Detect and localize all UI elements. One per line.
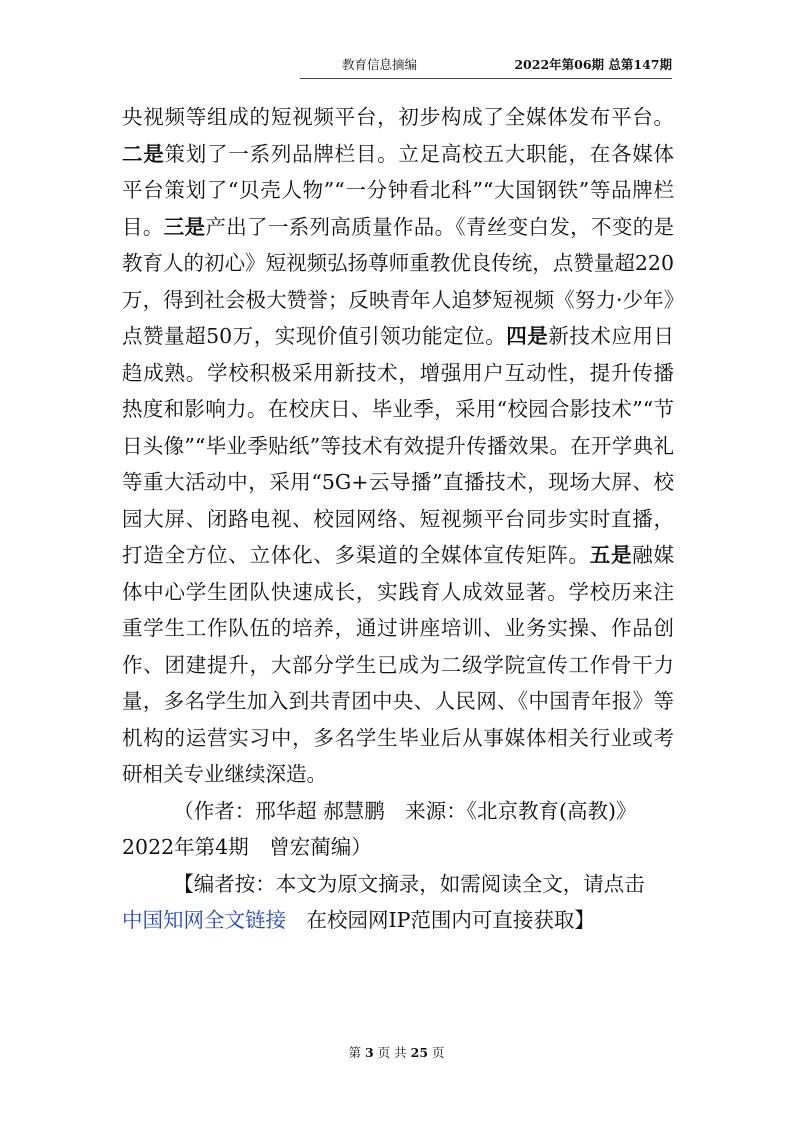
editor-note [122, 866, 674, 939]
editor-note-text: 在校园网IP范围内可直接获取】 [286, 908, 595, 932]
footer-text: 第 [348, 1045, 361, 1060]
text-segment: 策划了一系列品牌栏目。立足高校五大职能，在各媒体平台策划了“贝壳人物”“一分钟看北科”“大国钢铁”等品牌栏目。 [122, 141, 675, 239]
article-body [122, 99, 674, 939]
point-three-label: 三是 [163, 214, 206, 239]
author-source-credit: （作者：邢华超 郝慧鹏 来源：《北京教育(高教)》 2022年第4期 曾宏蔺编） [122, 798, 637, 859]
total-page-count: 25 [410, 1045, 429, 1060]
point-five-label: 五是 [589, 543, 633, 567]
text-segment: 新技术应用日趋成熟。学校积极采用新技术，增强用户互动性，提升传播热度和影响力。在校庆日、毕业季，采用“校园合影技术”“节日头像”“毕业季贴纸”等技术有效提升传播效果。在开学典礼等重大活动中，采用“5G+云导播”直播技术，现场大屏、校园大屏、闭路电视、校园网络、短视频平台同步实时直播，打造全方位、立体化、多渠道的全媒体宣传矩阵。 [122, 324, 675, 567]
current-page-number: 3 [364, 1045, 374, 1060]
cnki-fulltext-link[interactable]: 中国知网全文链接 [122, 908, 286, 932]
publication-title: 教育信息摘编 [342, 57, 418, 72]
point-two-label: 二是 [122, 141, 165, 166]
body-paragraph [122, 99, 674, 793]
editor-note-text: 【编者按：本文为原文摘录，如需阅读全文，请点击 [173, 871, 666, 896]
header-divider [300, 78, 672, 79]
footer-text: 页 共 [377, 1045, 407, 1060]
page-header [300, 55, 672, 77]
page-footer [0, 1043, 793, 1061]
issue-number: 2022年第06期 总第147期 [514, 57, 672, 72]
point-four-label: 四是 [506, 324, 549, 348]
text-segment: 央视频等组成的短视频平台，初步构成了全媒体发布平台。 [122, 105, 674, 129]
text-segment: 融媒体中心学生团队快速成长，实践育人成效显著。学校历来注重学生工作队伍的培养，通过讲座培训、业务实操、作品创作、团建提升，大部分学生已成为二级学院宣传工作骨干力量，多名学生加入到共青团中央、人民网、《中国青年报》等机构的运营实习中，多名学生毕业后从事媒体相关行业或考研相关专业继续深造。 [122, 543, 675, 786]
text-segment: 产出了一系列高质量作品。《青丝变白发，不变的是教育人的初心》短视频弘扬尊师重教优良传统，点赞量超220万，得到社会极大赞誉；反映青年人追梦短视频《努力·少年》点赞量超50万，实现价值引领功能定位。 [122, 214, 675, 348]
footer-text: 页 [432, 1045, 445, 1060]
